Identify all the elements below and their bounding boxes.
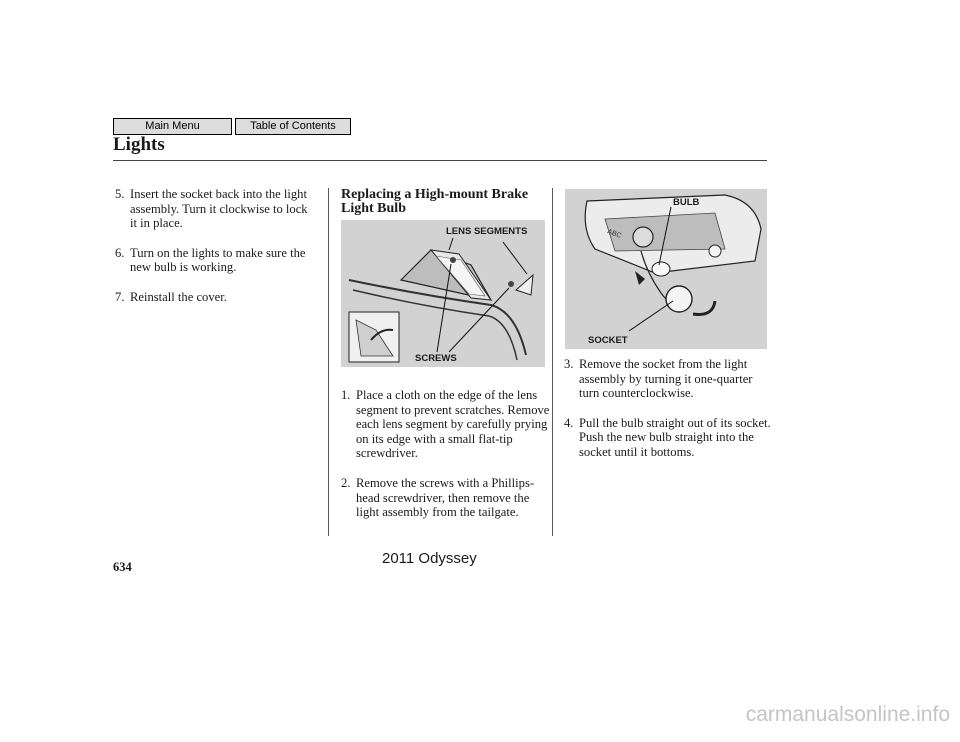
step-text: Reinstall the cover.	[130, 289, 227, 304]
step-number: 6.	[115, 245, 125, 260]
footer-title: 2011 Odyssey	[382, 550, 477, 567]
step-text: Remove the socket from the light assembly by turning it one-quarter turn counterclockwise.	[579, 357, 753, 401]
section-title: Lights	[113, 134, 165, 155]
step-number: 1.	[341, 388, 351, 402]
list-item	[341, 388, 551, 461]
step-text: Place a cloth on the edge of the lens segment to prevent scratches. Remove each lens segment by carefully prying on its edge with a small flat-tip screwdriver.	[356, 388, 550, 461]
subsection-title: Replacing a High-mount Brake Light Bulb	[341, 187, 529, 216]
step-number: 5.	[115, 187, 125, 201]
step-text: Pull the bulb straight out of its socket. Push the new bulb straight into the socket until it bottoms.	[579, 415, 771, 459]
main-menu-button[interactable]: Main Menu	[113, 118, 232, 135]
step-number: 4.	[564, 415, 574, 430]
middle-steps-list	[341, 388, 551, 535]
list-item	[115, 290, 315, 305]
list-item	[564, 416, 774, 460]
step-text: Remove the screws with a Phillips-head screwdriver, then remove the light assembly from the tailgate.	[356, 475, 535, 520]
svg-text:ABC: ABC	[606, 228, 623, 240]
step-number: 7.	[115, 289, 125, 304]
list-item	[115, 246, 315, 275]
step-number: 2.	[341, 475, 351, 490]
lens-segments-figure	[341, 220, 545, 367]
column-divider-left	[328, 188, 329, 536]
step-number: 3.	[564, 357, 574, 371]
screws-callout: SCREWS	[415, 353, 457, 364]
lens-segments-callout: LENS SEGMENTS	[446, 226, 528, 237]
list-item	[115, 187, 315, 231]
bulb-socket-illustration	[565, 189, 767, 349]
lens-segments-illustration	[341, 220, 545, 367]
bulb-socket-figure	[565, 189, 767, 349]
list-item	[341, 476, 551, 520]
page-number: 634	[113, 560, 132, 574]
list-item	[564, 357, 774, 401]
right-steps-list	[564, 357, 774, 475]
socket-callout: SOCKET	[588, 335, 628, 346]
column-divider-right	[552, 188, 553, 536]
table-of-contents-button[interactable]: Table of Contents	[235, 118, 351, 135]
bulb-callout: BULB	[673, 197, 700, 208]
step-text: Turn on the lights to make sure the new bulb is working.	[130, 245, 306, 275]
left-steps-list	[115, 187, 315, 320]
step-text: Insert the socket back into the light assembly. Turn it clockwise to lock it in place.	[130, 187, 308, 231]
title-rule	[113, 160, 767, 161]
watermark: carmanualsonline.info	[745, 703, 950, 726]
